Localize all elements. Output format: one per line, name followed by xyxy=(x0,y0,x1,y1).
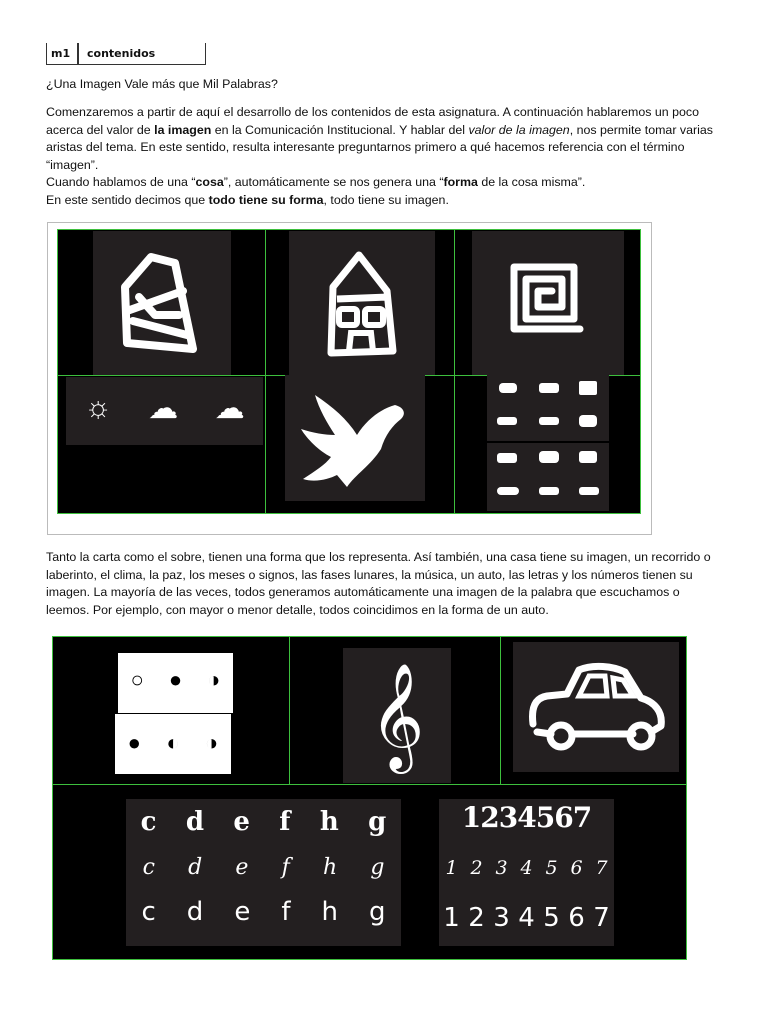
letters-tile xyxy=(126,799,401,946)
car-icon xyxy=(513,642,679,772)
zodiac-tile-bottom xyxy=(487,443,609,511)
moon-phase-icon: ◑ xyxy=(207,667,221,692)
spiral-icon xyxy=(472,231,624,375)
module-header xyxy=(46,43,206,65)
numbers-row-italic: 1 2 3 4 5 6 7 xyxy=(445,857,608,879)
moon-phases-top xyxy=(118,653,233,713)
weather-tile xyxy=(66,377,263,445)
moon-phase-icon: ● xyxy=(168,667,183,692)
numbers-row-bold: 1234567 xyxy=(461,801,592,834)
zodiac-signs-2-icon xyxy=(487,443,609,511)
body-paragraph: Tanto la carta como el sobre, tienen una forma que los representa. Así también, una casa tiene su imagen, un recorrido o laberinto, el clima, la paz, los meses o signos, las fases lunares, la música, un auto, las letras y los números tienen su imagen. La mayoría de las veces, todos generamos automáticamente una imagen de la palabra que escuchamos o leemos. Por ejemplo, con mayor o menor detalle, todos coincidimos en la forma de un auto. xyxy=(46,550,711,617)
letters-row-sans: c d e f h g xyxy=(141,897,386,927)
section-question: ¿Una Imagen Vale más que Mil Palabras? xyxy=(46,77,278,91)
zodiac-tile-top xyxy=(487,375,609,441)
letters-row-bold: c d e f h g xyxy=(140,807,387,837)
letters-row-italic: c d e f h g xyxy=(142,855,385,880)
intro-paragraph: Comenzaremos a partir de aquí el desarrollo de los contenidos de esta asignatura. A continuación hablaremos un poco acerca del valor de la imagen en la Comunicación Institucional. Y hablar del valor de la imagen, nos permite tomar varias aristas del tema. En este sentido, resulta interesante preguntarnos primero a qué hacemos referencia con el término “imagen”. Cuando hablamos de una “cosa”, automáticamente se nos genera una “forma de la cosa misma”. En este sentido decimos que todo tiene su forma, todo tiene su imagen. xyxy=(46,105,713,207)
music-tile xyxy=(343,648,451,783)
house-shape-tile xyxy=(289,231,435,375)
dove-icon xyxy=(285,375,425,501)
module-code: m1 xyxy=(46,43,77,65)
moon-phase-icon: ◐ xyxy=(166,730,180,755)
letter-icon xyxy=(93,231,231,375)
treble-clef-icon: 𝄞 xyxy=(369,662,425,769)
moon-phase-icon: ● xyxy=(127,730,141,755)
house-icon xyxy=(289,231,435,375)
car-tile xyxy=(513,642,679,772)
figure-shapes-grid xyxy=(57,229,641,514)
zodiac-signs-icon xyxy=(487,375,609,441)
figure-symbols-grid xyxy=(52,636,687,960)
numbers-row-sans: 1 2 3 4 5 6 7 xyxy=(443,903,610,933)
labyrinth-shape-tile xyxy=(472,231,624,375)
numbers-tile xyxy=(439,799,614,946)
rain-cloud-icon: ☁ xyxy=(214,392,245,425)
weather-icons xyxy=(66,391,263,426)
sun-icon: ☼ xyxy=(84,391,112,424)
letter-shape-tile xyxy=(93,231,231,375)
moon-phases-bottom xyxy=(115,714,231,774)
moon-phase-icon: ○ xyxy=(130,667,144,692)
module-title: contenidos xyxy=(77,43,206,65)
moon-phase-icon: ◑ xyxy=(204,730,219,755)
dove-tile xyxy=(285,375,425,501)
cloud-sun-icon: ☁ xyxy=(148,392,179,425)
